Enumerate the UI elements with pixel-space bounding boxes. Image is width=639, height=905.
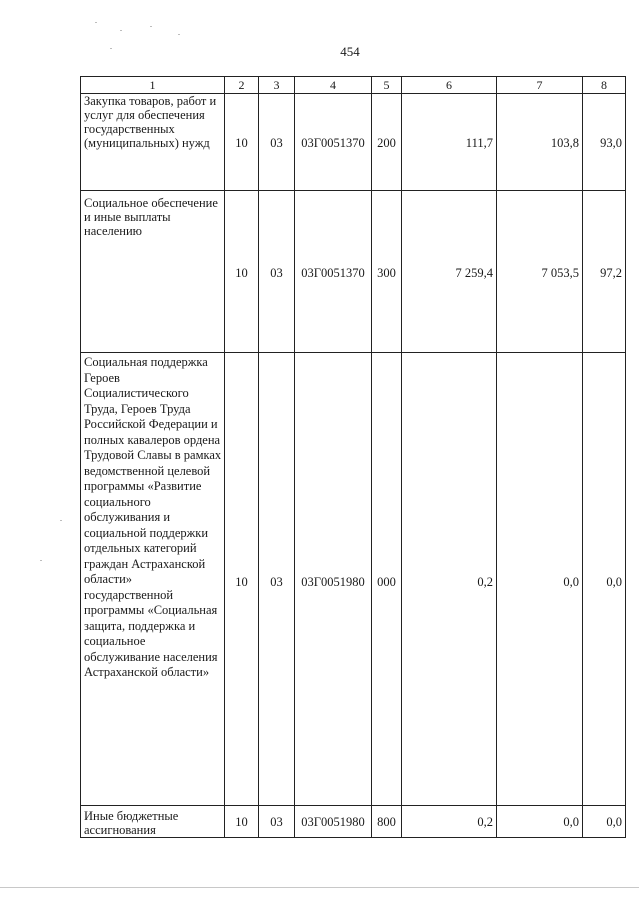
table-row [81, 191, 626, 353]
cell-col6: 111,7 [402, 94, 497, 191]
cell-col7: 7 053,5 [497, 191, 583, 353]
table-row [81, 806, 626, 838]
budget-table-container [80, 76, 626, 838]
cell-col6: 0,2 [402, 806, 497, 838]
header-cell: 3 [259, 77, 295, 94]
cell-col2: 10 [225, 94, 259, 191]
header-cell: 8 [583, 77, 626, 94]
header-cell: 4 [295, 77, 372, 94]
budget-table [80, 76, 626, 838]
cell-col7: 103,8 [497, 94, 583, 191]
cell-col7: 0,0 [497, 353, 583, 806]
table-header-row [81, 77, 626, 94]
header-cell: 5 [372, 77, 402, 94]
cell-col3: 03 [259, 191, 295, 353]
cell-col7: 0,0 [497, 806, 583, 838]
row-name-cell: Иные бюджетные ассигнования [81, 806, 225, 838]
cell-col4: 03Г0051370 [295, 94, 372, 191]
page-bottom-edge [0, 887, 639, 888]
page-number: 454 [340, 44, 360, 59]
cell-col3: 03 [259, 353, 295, 806]
cell-col5: 800 [372, 806, 402, 838]
cell-col8: 93,0 [583, 94, 626, 191]
cell-col5: 200 [372, 94, 402, 191]
cell-col6: 7 259,4 [402, 191, 497, 353]
cell-col8: 0,0 [583, 353, 626, 806]
row-name-cell: Закупка товаров, работ и услуг для обеспечения государственных (муниципальных) нужд [81, 94, 225, 191]
row-name-cell: Социальная поддержка Героев Социалистического Труда, Героев Труда Российской Федерации и полных кавалеров ордена Трудовой Славы в рамках ведомственной целевой программы «Развитие социального обслуживания и социальной поддержки отдельных категорий граждан Астраханской области» государственной программы «Социальная защита, поддержка и социальное обслуживание населения Астраханской области» [81, 353, 225, 806]
cell-col5: 000 [372, 353, 402, 806]
scan-speck [40, 560, 42, 561]
header-cell: 1 [81, 77, 225, 94]
cell-col2: 10 [225, 191, 259, 353]
cell-col4: 03Г0051370 [295, 191, 372, 353]
cell-col8: 0,0 [583, 806, 626, 838]
header-cell: 2 [225, 77, 259, 94]
cell-col5: 300 [372, 191, 402, 353]
scan-speck [110, 48, 112, 49]
header-cell: 6 [402, 77, 497, 94]
cell-col2: 10 [225, 353, 259, 806]
cell-col6: 0,2 [402, 353, 497, 806]
cell-col2: 10 [225, 806, 259, 838]
scan-speck [178, 34, 180, 35]
cell-col4: 03Г0051980 [295, 806, 372, 838]
table-row [81, 94, 626, 191]
scan-speck [150, 26, 152, 27]
table-row [81, 353, 626, 806]
cell-col3: 03 [259, 94, 295, 191]
scan-speck [95, 22, 97, 23]
cell-col4: 03Г0051980 [295, 353, 372, 806]
row-name-cell: Социальное обеспечение и иные выплаты населению [81, 191, 225, 353]
cell-col3: 03 [259, 806, 295, 838]
scan-speck [60, 520, 62, 521]
scan-speck [120, 30, 122, 31]
cell-col8: 97,2 [583, 191, 626, 353]
header-cell: 7 [497, 77, 583, 94]
